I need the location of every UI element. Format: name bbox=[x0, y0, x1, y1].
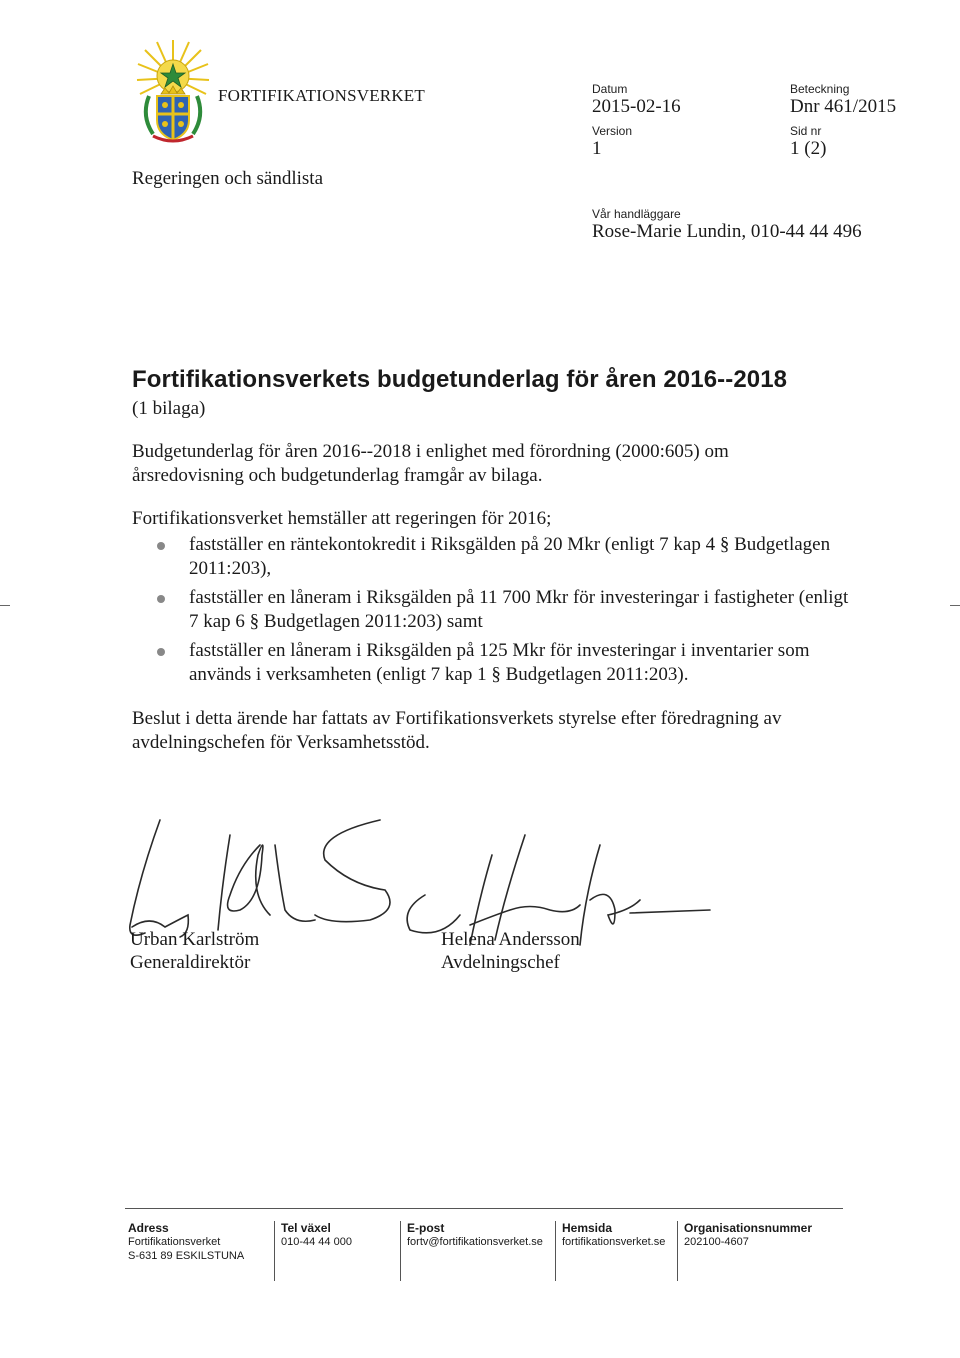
bullet-dot-icon bbox=[157, 648, 165, 656]
page-number-value: 1 (2) bbox=[790, 138, 827, 159]
footer-column-divider bbox=[400, 1221, 401, 1281]
list-item-text: fastställer en räntekontokredit i Riksgälden på 20 Mkr (enligt 7 kap 4 § Budgetlagen 2011:203), bbox=[189, 534, 831, 579]
paragraph-decision: Beslut i detta ärende har fattats av Fortifikationsverkets styrelse efter föredragning av avdelningschefen för Verksamhetsstöd. bbox=[132, 708, 782, 753]
footer-text: fortifikationsverket.se bbox=[562, 1236, 666, 1248]
version-value: 1 bbox=[592, 138, 602, 159]
list-item bbox=[132, 639, 852, 687]
footer-heading: E-post bbox=[407, 1221, 445, 1235]
fold-mark bbox=[0, 605, 10, 606]
date-value: 2015-02-16 bbox=[592, 96, 681, 117]
footer-org-number bbox=[684, 1221, 812, 1249]
list-item bbox=[132, 533, 852, 581]
footer-text: fortv@fortifikationsverket.se bbox=[407, 1236, 543, 1248]
footer-email bbox=[407, 1221, 543, 1249]
reference-value: Dnr 461/2015 bbox=[790, 96, 897, 117]
list-item-text: fastställer en låneram i Riksgälden på 11 700 Mkr för investeringar i fastigheter (enligt 7 kap 6 § Budgetlagen 2011:203) samt bbox=[189, 587, 849, 632]
list-item bbox=[132, 586, 852, 634]
document-title: Fortifikationsverkets budgetunderlag för åren 2016--2018 bbox=[132, 366, 788, 393]
signatory-title: Generaldirektör bbox=[130, 952, 251, 973]
document-subtitle: (1 bilaga) bbox=[132, 398, 206, 419]
footer-text: Fortifikationsverket bbox=[128, 1236, 221, 1248]
paragraph-intro: Budgetunderlag för åren 2016--2018 i enlighet med förordning (2000:605) om årsredovisning och budgetunderlag framgår av bilaga. bbox=[132, 441, 729, 486]
organization-name: FORTIFIKATIONSVERKET bbox=[218, 86, 425, 105]
date-label: Datum bbox=[592, 82, 628, 96]
footer-text: 202100-4607 bbox=[684, 1236, 749, 1248]
signatory-title: Avdelningschef bbox=[441, 952, 560, 973]
list-item-text: fastställer en låneram i Riksgälden på 125 Mkr för investeringar i inventarier som används i verksamheten (enligt 7 kap 1 § Budgetlagen 2011:203). bbox=[189, 640, 810, 685]
footer-heading: Tel växel bbox=[281, 1221, 331, 1235]
bullet-dot-icon bbox=[157, 542, 165, 550]
footer-divider bbox=[125, 1208, 843, 1209]
page-number-label: Sid nr bbox=[790, 124, 822, 138]
footer-heading: Organisationsnummer bbox=[684, 1221, 813, 1235]
footer-address bbox=[128, 1221, 244, 1263]
case-officer-label: Vår handläggare bbox=[592, 207, 681, 221]
footer-text: 010-44 44 000 bbox=[281, 1236, 352, 1248]
footer-heading: Adress bbox=[128, 1221, 169, 1235]
footer-website bbox=[562, 1221, 665, 1249]
reference-label: Beteckning bbox=[790, 82, 850, 96]
version-label: Version bbox=[592, 124, 633, 138]
footer-text: S-631 89 ESKILSTUNA bbox=[128, 1250, 245, 1262]
footer-heading: Hemsida bbox=[562, 1221, 613, 1235]
paragraph-request: Fortifikationsverket hemställer att regeringen för 2016; bbox=[132, 508, 552, 529]
signatory-name: Helena Andersson bbox=[441, 929, 580, 950]
request-list bbox=[132, 533, 852, 692]
footer-column-divider bbox=[677, 1221, 678, 1281]
footer-phone bbox=[281, 1221, 352, 1249]
footer-column-divider bbox=[555, 1221, 556, 1281]
fold-mark bbox=[950, 605, 960, 606]
footer-column-divider bbox=[274, 1221, 275, 1281]
organization-logo-icon bbox=[135, 36, 211, 146]
bullet-dot-icon bbox=[157, 595, 165, 603]
signatory-name: Urban Karlström bbox=[130, 929, 260, 950]
case-officer-value: Rose-Marie Lundin, 010-44 44 496 bbox=[592, 221, 862, 242]
recipient: Regeringen och sändlista bbox=[132, 168, 324, 189]
